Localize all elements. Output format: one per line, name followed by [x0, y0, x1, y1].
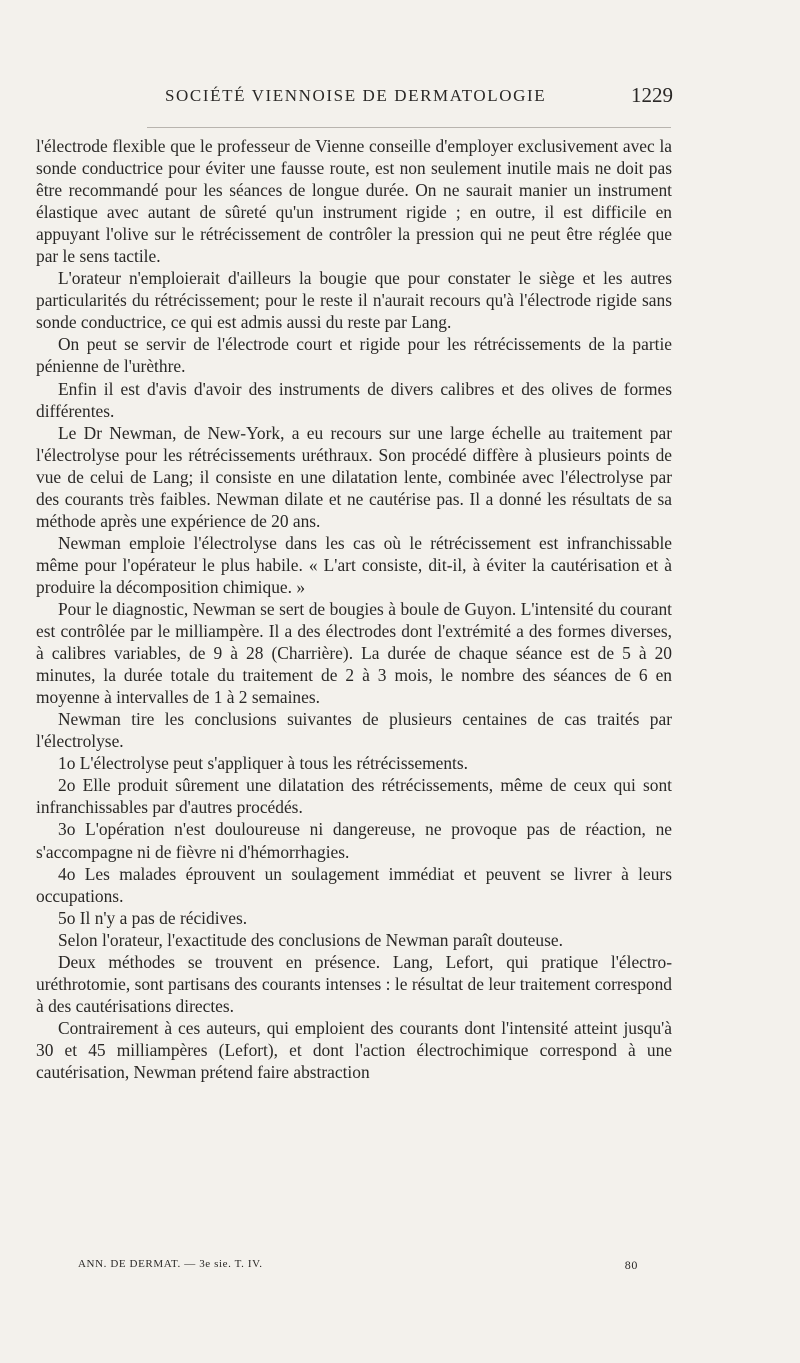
conclusion-item: 5o Il n'y a pas de récidives.	[58, 907, 248, 928]
paragraph: Newman tire les conclusions suivantes de plusieurs centaines de cas traités par l'électrolyse.	[36, 709, 672, 752]
paragraph: Deux méthodes se trouvent en présence. Lang, Lefort, qui pratique l'électro-uréthrotomie, sont partisans des courants intenses : le résultat de leur traitement correspond à des cautérisations directes.	[36, 951, 672, 1016]
conclusion-item: 1o L'électrolyse peut s'appliquer à tous les rétrécissements.	[58, 753, 468, 774]
header-rule	[147, 127, 671, 128]
paragraph: Contrairement à ces auteurs, qui emploient des courants dont l'intensité atteint jusqu'à 30 et 45 milliampères (Lefort), et dont l'action électrochimique correspond à une cautérisation, Newman prétend faire abstraction	[36, 1017, 672, 1082]
conclusion-item: 2o Elle produit sûrement une dilatation des rétrécissements, même de ceux qui sont infranchissables par d'autres procédés.	[36, 775, 672, 818]
body-text	[36, 135, 672, 1083]
conclusion-item: 3o L'opération n'est douloureuse ni dangereuse, ne provoque pas de réaction, ne s'accompagne ni de fièvre ni d'hémorrhagies.	[36, 819, 672, 862]
paragraph: L'orateur n'emploierait d'ailleurs la bougie que pour constater le siège et les autres particularités du rétrécissement; pour le reste il n'aurait recours qu'à l'électrode rigide sans sonde conductrice, ce qui est admis aussi du reste par Lang.	[36, 268, 672, 333]
conclusion-item: 4o Les malades éprouvent un soulagement immédiat et peuvent se livrer à leurs occupations.	[36, 863, 672, 906]
page-number: 1229	[631, 83, 673, 107]
paragraph: l'électrode flexible que le professeur de Vienne conseille d'employer exclusivement avec la sonde conductrice pour éviter une fausse route, est non seulement inutile mais ne doit pas être recommandé pour les séances de longue durée. On ne saurait manier un instrument élastique avec autant de sûreté qu'un instrument rigide ; en outre, il est difficile en appuyant l'olive sur le rétrécissement de contrôler la pression qui ne peut être réglée que par le sens tactile.	[36, 136, 672, 267]
paragraph: Enfin il est d'avis d'avoir des instruments de divers calibres et des olives de formes différentes.	[36, 378, 672, 421]
paragraph: Selon l'orateur, l'exactitude des conclusions de Newman paraît douteuse.	[58, 929, 563, 950]
paragraph: Le Dr Newman, de New-York, a eu recours sur une large échelle au traitement par l'électrolyse pour les rétrécissements uréthraux. Son procédé diffère à plusieurs points de vue de celui de Lang; il consiste en une dilatation lente, combinée avec l'électrolyse par des courants très faibles. Newman dilate et ne cautérise pas. Il a donné les résultats de sa méthode après une expérience de 20 ans.	[36, 422, 672, 531]
paragraph: Newman emploie l'électrolyse dans les cas où le rétrécissement est infranchissable même pour l'opérateur le plus habile. « L'art consiste, dit-il, à éviter la cautérisation et à produire la décomposition chimique. »	[36, 532, 672, 597]
paragraph: Pour le diagnostic, Newman se sert de bougies à boule de Guyon. L'intensité du courant est contrôlée par le milliampère. Il a des électrodes dont l'extrémité a des formes diverses, à calibres variables, de 9 à 28 (Charrière). La durée de chaque séance est de 5 à 20 minutes, la durée totale du traitement de 2 à 3 mois, le nombre des séances de 6 en moyenne à intervalles de 1 à 2 semaines.	[36, 598, 672, 708]
running-title: SOCIÉTÉ VIENNOISE DE DERMATOLOGIE	[165, 86, 547, 105]
sheet-number: 80	[624, 1258, 638, 1272]
page-footer	[78, 1258, 638, 1276]
paragraph: On peut se servir de l'électrode court et rigide pour les rétrécissements de la partie pénienne de l'urèthre.	[36, 334, 672, 377]
journal-signature: ANN. DE DERMAT. — 3e sie. T. IV.	[78, 1258, 263, 1270]
page-header	[165, 83, 673, 116]
